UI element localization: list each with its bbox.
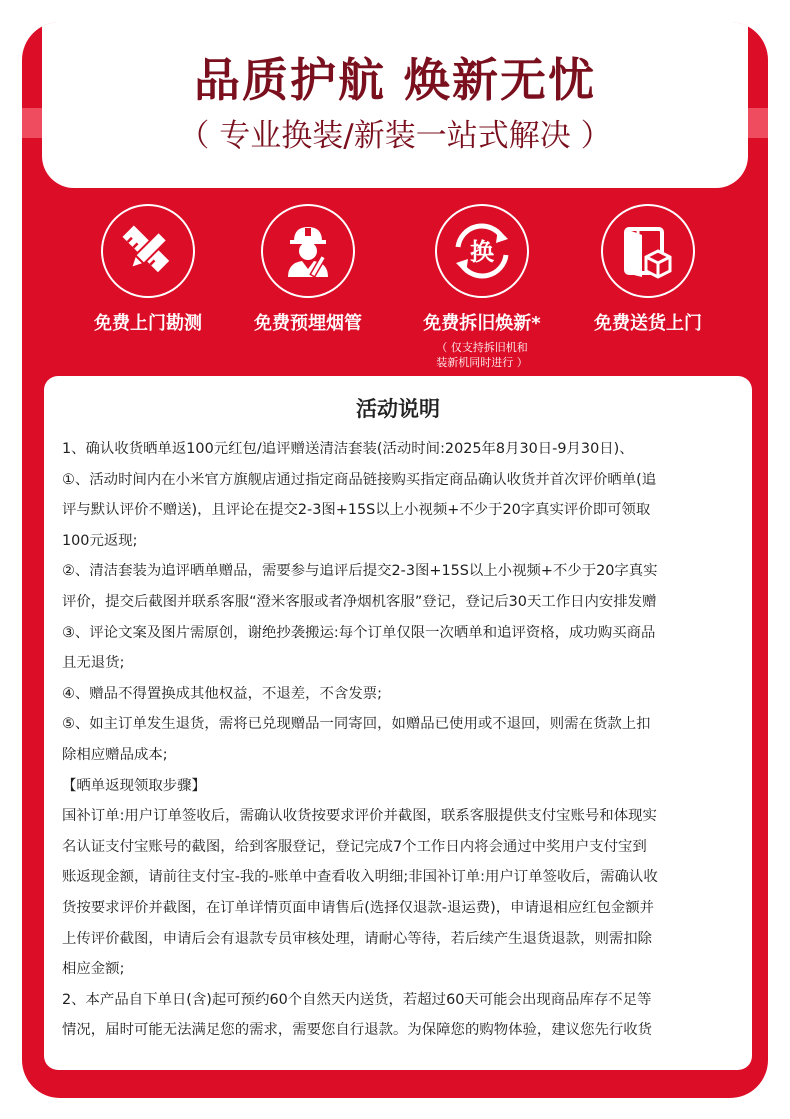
activity-title: 活动说明 bbox=[356, 397, 440, 421]
activity-line: ①、活动时间内在小米官方旗舰店通过指定商品链接购买指定商品确认收货并首次评价晒单(追 bbox=[62, 471, 657, 488]
promo-panel bbox=[22, 22, 768, 1098]
activity-line: 相应金额; bbox=[62, 961, 125, 978]
feature-survey bbox=[58, 204, 238, 336]
feature-note bbox=[392, 340, 572, 370]
activity-line: 名认证支付宝账号的截图，给到客服登记，登记完成7个工作日内将会通过中奖用户支付宝到 bbox=[62, 838, 647, 855]
activity-line: 评价，提交后截图并联系客服“澄米客服或者净烟机客服”登记，登记后30天工作日内安排发赠 bbox=[62, 593, 657, 610]
activity-line: 货按要求评价并截图，在订单详情页面申请售后(选择仅退款-退运费)，申请退相应红包金额并 bbox=[62, 899, 655, 916]
technician-icon bbox=[272, 215, 344, 287]
exchange-icon bbox=[446, 215, 518, 287]
feature-icon-ring bbox=[261, 204, 355, 298]
activity-line: 情况，届时可能无法满足您的需求，需要您自行退款。为保障您的购物体验，建议您先行收货 bbox=[62, 1022, 653, 1039]
feature-row bbox=[22, 204, 768, 384]
feature-icon-ring bbox=[435, 204, 529, 298]
page-title: 品质护航 焕新无忧 bbox=[193, 53, 596, 107]
delivery-box-icon bbox=[612, 215, 684, 287]
activity-line: 且无退货; bbox=[62, 655, 125, 672]
activity-text bbox=[62, 434, 744, 1046]
activity-line: 1、确认收货晒单返100元红包/追评赠送清洁套装(活动时间:2025年8月30日-9月30日)、 bbox=[62, 441, 634, 457]
activity-line: 除相应赠品成本; bbox=[62, 746, 168, 763]
feature-label: 免费预埋烟管 bbox=[254, 313, 362, 334]
activity-line: ⑤、如主订单发生退货，需将已兑现赠品一同寄回，如赠品已使用或不退回，则需在货款上扣 bbox=[62, 716, 651, 733]
feature-icon-ring bbox=[101, 204, 195, 298]
activity-line: ③、评论文案及图片需原创，谢绝抄袭搬运:每个订单仅限一次晒单和追评资格，成功购买商品 bbox=[62, 624, 656, 641]
feature-note-line: 装新机同时进行 ） bbox=[436, 356, 528, 369]
feature-icon-ring bbox=[601, 204, 695, 298]
activity-line: 2、本产品自下单日(含)起可预约60个自然天内送货，若超过60天可能会出现商品库存不足等 bbox=[62, 991, 652, 1008]
activity-line: 国补订单:用户订单签收后，需确认收货按要求评价并截图，联系客服提供支付宝账号和体现实 bbox=[62, 808, 657, 825]
pencil-ruler-icon bbox=[112, 215, 184, 287]
activity-line: ②、清洁套装为追评晒单赠品，需要参与追评后提交2-3图+15S以上小视频+不少于20字真实 bbox=[62, 563, 658, 580]
feature-pipe bbox=[218, 204, 398, 336]
activity-line: 【晒单返现领取步骤】 bbox=[62, 777, 206, 794]
exchange-icon-text: 换 bbox=[470, 238, 494, 266]
activity-line: 上传评价截图，申请后会有退款专员审核处理，请耐心等待，若后续产生退货退款，则需扣除 bbox=[62, 930, 653, 947]
feature-delivery bbox=[558, 204, 738, 336]
feature-label: 免费送货上门 bbox=[594, 313, 702, 334]
page-subtitle: （ 专业换装/新装一站式解决 ） bbox=[178, 118, 612, 154]
feature-note-line: （ 仅支持拆旧机和 bbox=[436, 341, 528, 354]
activity-card bbox=[44, 376, 752, 1070]
activity-line: 账返现金额，请前往支付宝-我的-账单中查看收入明细;非国补订单:用户订单签收后，需确认收 bbox=[62, 869, 658, 886]
feature-label: 免费上门勘测 bbox=[94, 313, 202, 334]
feature-exchange bbox=[392, 204, 572, 370]
feature-label: 免费拆旧焕新* bbox=[423, 313, 541, 334]
activity-line: 评与默认评价不赠送)，且评论在提交2-3图+15S以上小视频+不少于20字真实评价即可领取 bbox=[62, 502, 651, 519]
activity-line: ④、赠品不得置换成其他权益，不退差，不含发票; bbox=[62, 685, 382, 702]
activity-line: 100元返现; bbox=[62, 532, 138, 549]
